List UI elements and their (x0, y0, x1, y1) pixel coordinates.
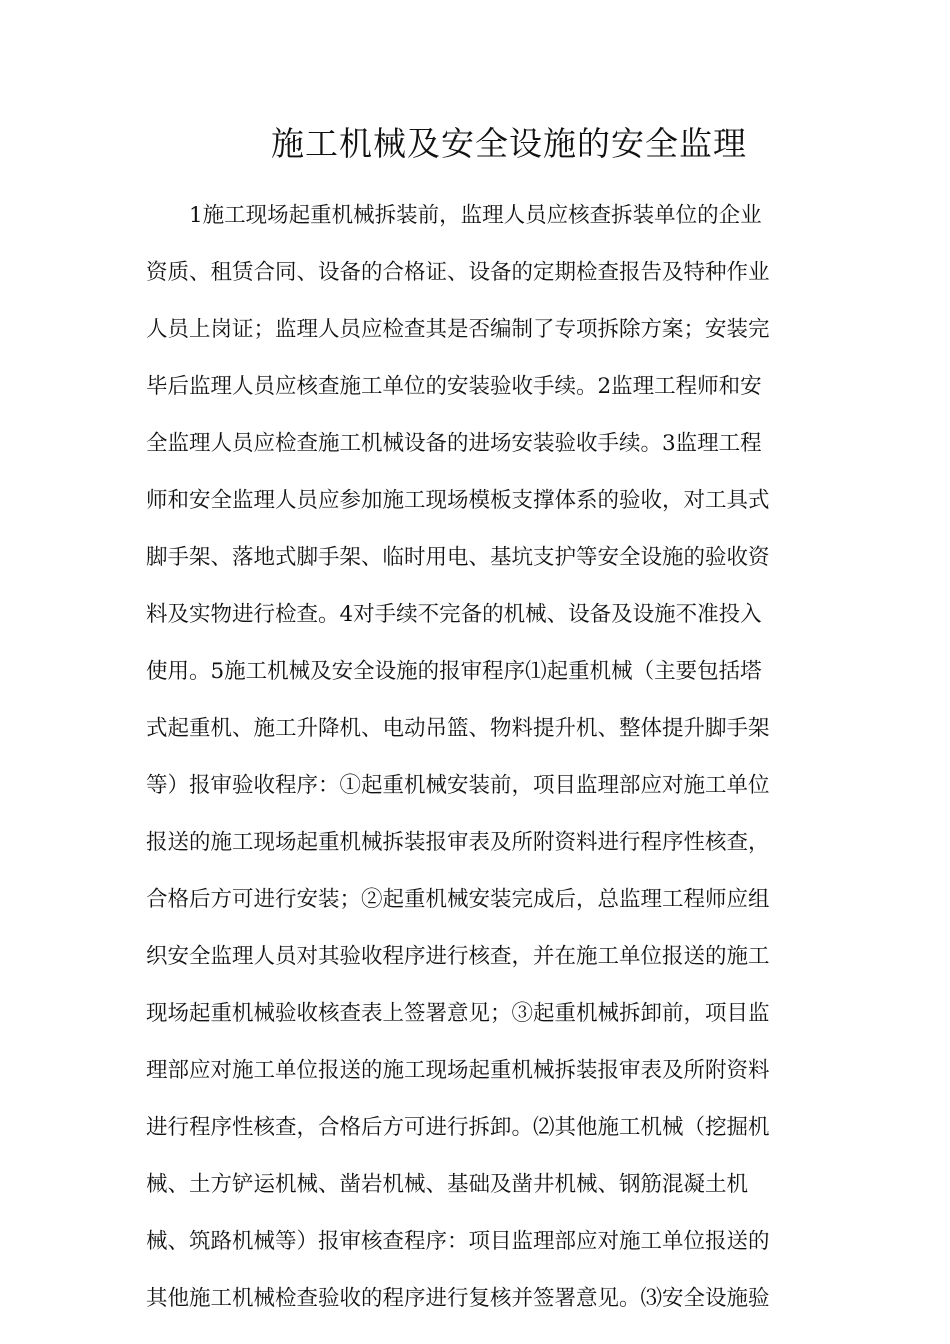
document-title: 施工机械及安全设施的安全监理 (271, 124, 747, 163)
body-line: 师和安全监理人员应参加施工现场模板支撑体系的验收，对工具式 (146, 488, 770, 513)
body-line: 料及实物进行检查。4对手续不完备的机械、设备及设施不准投入 (146, 602, 762, 627)
body-line: 脚手架、落地式脚手架、临时用电、基坑支护等安全设施的验收资 (146, 545, 770, 570)
body-line: 进行程序性核查，合格后方可进行拆卸。⑵其他施工机械（挖掘机 (146, 1115, 770, 1140)
document-body (146, 200, 806, 1340)
body-line: 械、筑路机械等）报审核查程序：项目监理部应对施工单位报送的 (146, 1229, 770, 1254)
body-line: 等）报审验收程序：①起重机械安装前，项目监理部应对施工单位 (146, 773, 770, 798)
body-line: 现场起重机械验收核查表上签署意见；③起重机械拆卸前，项目监 (146, 1001, 770, 1026)
body-line: 人员上岗证；监理人员应检查其是否编制了专项拆除方案；安装完 (146, 317, 770, 342)
body-line: 械、土方铲运机械、凿岩机械、基础及凿井机械、钢筋混凝土机 (146, 1172, 749, 1197)
body-line: 资质、租赁合同、设备的合格证、设备的定期检查报告及特种作业 (146, 260, 770, 285)
body-line: 理部应对施工单位报送的施工现场起重机械拆装报审表及所附资料 (146, 1058, 770, 1083)
body-line: 全监理人员应检查施工机械设备的进场安装验收手续。3监理工程 (146, 431, 762, 456)
body-line: 毕后监理人员应核查施工单位的安装验收手续。2监理工程师和安 (146, 374, 762, 399)
body-line: 使用。5施工机械及安全设施的报审程序⑴起重机械（主要包括塔 (146, 659, 762, 684)
body-line: 织安全监理人员对其验收程序进行核查，并在施工单位报送的施工 (146, 944, 770, 969)
body-line: 合格后方可进行安装；②起重机械安装完成后，总监理工程师应组 (146, 887, 770, 912)
body-line: 其他施工机械检查验收的程序进行复核并签署意见。⑶安全设施验 (146, 1286, 770, 1311)
body-line: 报送的施工现场起重机械拆装报审表及所附资料进行程序性核查， (146, 830, 770, 855)
body-line: 式起重机、施工升降机、电动吊篮、物料提升机、整体提升脚手架 (146, 716, 770, 741)
body-line: 1施工现场起重机械拆装前，监理人员应核查拆装单位的企业 (189, 203, 762, 228)
